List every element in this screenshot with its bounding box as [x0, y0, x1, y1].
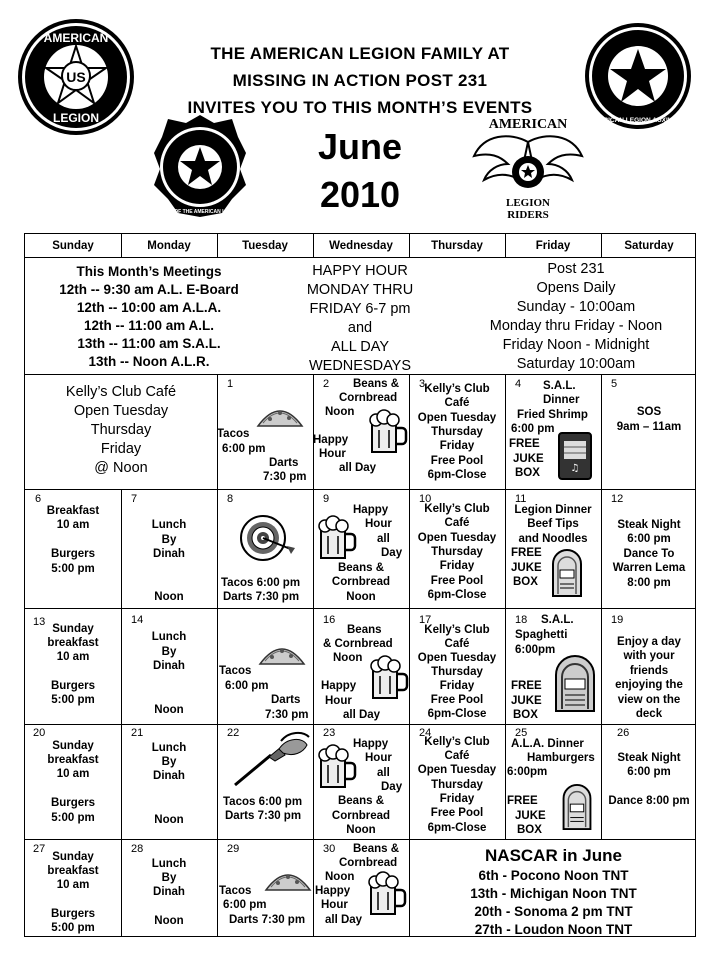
auxiliary-text: AMERICAN LEGION AUXILIARY — [588, 117, 688, 124]
event-line: Tacos — [219, 885, 252, 897]
day-header-saturday: Saturday — [624, 240, 674, 252]
event-line: Café — [444, 750, 470, 762]
event-line: Darts 7:30 pm — [229, 914, 306, 926]
event-line: Dance 8:00 pm — [608, 795, 690, 807]
event-line: Open Tuesday — [417, 412, 497, 424]
event-line: view on the — [617, 694, 681, 706]
event-line: Sunday — [52, 740, 94, 752]
day-cell-21 — [121, 725, 217, 839]
event-line: Thursday — [431, 426, 483, 438]
event-line: Free Pool — [430, 694, 484, 706]
event-line: Café — [444, 638, 470, 650]
event-line: Noon — [346, 824, 376, 836]
legion-top-text: AMERICAN — [43, 31, 109, 45]
event-line: Noon — [325, 871, 355, 883]
event-line: Lunch — [151, 742, 187, 754]
day-cell-27 — [25, 840, 121, 937]
event-line: breakfast — [47, 754, 99, 766]
event-line: Fried Shrimp — [517, 409, 588, 421]
event-line: Burgers — [50, 548, 96, 560]
day-cell-30 — [313, 840, 409, 937]
day-number: 7 — [131, 493, 138, 505]
day-number: 13 — [33, 616, 46, 628]
day-cell-25 — [505, 725, 601, 839]
jukebox-icon — [553, 653, 597, 713]
event-line: JUKE — [511, 695, 542, 707]
event-line: Happy — [313, 434, 349, 446]
day-number: 26 — [617, 727, 630, 739]
event-line: Day — [381, 547, 403, 559]
taco-icon — [263, 864, 313, 894]
event-line: breakfast — [47, 865, 99, 877]
day-number: 24 — [419, 727, 432, 739]
post-line: Friday Noon - Midnight — [502, 337, 650, 353]
day-cell-22 — [217, 725, 313, 839]
event-line: By — [161, 756, 177, 768]
day-cell-7 — [121, 490, 217, 608]
event-line: Thursday — [431, 546, 483, 558]
day-number: 3 — [419, 378, 426, 390]
day-number: 14 — [131, 614, 144, 626]
event-line: Open Tuesday — [417, 652, 497, 664]
meetings-title: This Month’s Meetings — [76, 264, 222, 279]
jukebox-icon — [557, 431, 593, 481]
event-line: 5:00 pm — [51, 812, 95, 824]
day-cell-8 — [217, 490, 313, 608]
day-header-sunday: Sunday — [52, 240, 94, 252]
day-number: 20 — [33, 727, 46, 739]
event-line: Burgers — [50, 797, 96, 809]
day-cell-9 — [313, 490, 409, 608]
happy-hour-line: ALL DAY — [330, 339, 390, 355]
day-cell-18 — [505, 609, 601, 724]
day-number: 28 — [131, 843, 144, 855]
event-line: all Day — [343, 709, 381, 721]
day-cell-28 — [121, 840, 217, 937]
nascar-cell — [410, 840, 697, 937]
american-legion-emblem — [16, 18, 136, 136]
event-line: Darts 7:30 pm — [223, 591, 300, 603]
event-line: Beans & — [337, 795, 385, 807]
happy-hour-line: WEDNESDAYS — [308, 358, 412, 374]
day-number: 10 — [419, 493, 432, 505]
event-line: friends — [629, 665, 669, 677]
post-line: Opens Daily — [536, 280, 616, 296]
event-line: Sunday — [52, 851, 94, 863]
event-line: BOX — [513, 576, 538, 588]
event-line: BOX — [517, 824, 542, 836]
post-hours-cell — [455, 258, 697, 374]
event-line: Thursday — [431, 666, 483, 678]
event-line: Hour — [321, 899, 348, 911]
event-line: Hamburgers — [527, 752, 595, 764]
nascar-race: 13th - Michigan Noon TNT — [470, 886, 637, 901]
legion-riders-emblem — [470, 112, 586, 222]
day-number: 29 — [227, 843, 240, 855]
event-line: S.A.L. — [543, 380, 576, 392]
event-line: Enjoy a day — [617, 636, 681, 648]
event-line: By — [161, 646, 177, 658]
beer-mug-icon — [367, 870, 407, 918]
day-number: 18 — [515, 614, 528, 626]
event-line: Noon — [154, 591, 184, 603]
dart-icon — [231, 731, 311, 787]
day-cell-12 — [601, 490, 697, 608]
riders-top-text: AMERICAN — [488, 117, 568, 132]
event-line: Hour — [325, 695, 352, 707]
event-line: Open Tuesday — [417, 764, 497, 776]
event-line: Cornbread — [331, 576, 391, 588]
day-cell-24 — [409, 725, 505, 839]
event-line: Friday — [439, 793, 475, 805]
event-line: Tacos 6:00 pm — [223, 796, 303, 808]
event-line: all — [377, 767, 390, 779]
day-number: 11 — [515, 493, 527, 505]
dartboard-icon — [239, 512, 297, 566]
day-number: 21 — [131, 727, 144, 739]
event-line: Tacos 6:00 pm — [221, 577, 301, 589]
cafe-line: Thursday — [90, 422, 152, 438]
meeting-line: 13th -- 11:00 am S.A.L. — [77, 336, 221, 351]
beer-mug-icon — [369, 654, 409, 702]
post-line: Saturday 10:00am — [516, 356, 636, 372]
event-line: Darts — [271, 694, 301, 706]
calendar-grid — [24, 233, 696, 937]
event-line: Beef Tips — [527, 518, 579, 530]
meeting-line: 12th -- 10:00 am A.L.A. — [76, 300, 222, 315]
event-line: FREE — [511, 680, 542, 692]
svg-text:♫: ♫ — [570, 463, 580, 474]
day-number: 19 — [611, 614, 624, 626]
day-cell-26 — [601, 725, 697, 839]
event-line: Noon — [346, 591, 376, 603]
cafe-line: Open Tuesday — [73, 403, 169, 419]
event-line: Happy — [353, 504, 389, 516]
event-line: 9am – 11am — [616, 421, 682, 433]
year-title: 2010 — [319, 174, 401, 215]
event-line: Beans — [347, 624, 382, 636]
event-line: 5:00 pm — [51, 922, 95, 934]
day-number: 2 — [323, 378, 330, 390]
event-line: Burgers — [50, 908, 96, 920]
day-number: 22 — [227, 727, 240, 739]
event-line: Dinah — [153, 548, 185, 560]
event-line: Lunch — [151, 519, 187, 531]
event-line: Happy — [353, 738, 389, 750]
event-line: Kelly’s Club — [424, 503, 490, 515]
day-number: 9 — [323, 493, 330, 505]
event-line: Tacos — [219, 665, 252, 677]
event-line: Lunch — [151, 858, 187, 870]
event-line: 6:00 pm — [627, 766, 671, 778]
meetings-cell — [25, 258, 273, 374]
event-line: SOS — [636, 406, 662, 418]
event-line: 8:00 pm — [627, 577, 671, 589]
event-line: BOX — [515, 467, 540, 479]
event-line: A.L.A. Dinner — [511, 738, 584, 750]
nascar-race: 6th - Pocono Noon TNT — [478, 868, 629, 883]
day-cell-17 — [409, 609, 505, 724]
cafe-line: Kelly’s Club Café — [65, 384, 177, 400]
post-line: Sunday - 10:00am — [516, 299, 636, 315]
cafe-line: @ Noon — [94, 460, 148, 476]
event-line: Café — [444, 517, 470, 529]
day-header-thursday: Thursday — [431, 240, 483, 252]
meeting-line: 12th -- 9:30 am A.L. E-Board — [59, 282, 239, 297]
day-cell-14 — [121, 609, 217, 724]
event-line: Cornbread — [339, 392, 398, 404]
day-cell-13 — [25, 609, 121, 724]
event-line: Happy — [315, 885, 351, 897]
event-line: Beans & — [337, 562, 385, 574]
event-line: Free Pool — [430, 455, 484, 467]
event-line: FREE — [511, 547, 542, 559]
event-line: Friday — [439, 440, 475, 452]
riders-bottom2-text: RIDERS — [507, 209, 549, 221]
event-line: Thursday — [431, 779, 483, 791]
event-line: 10 am — [56, 768, 90, 780]
event-line: By — [161, 534, 177, 546]
nascar-title: NASCAR in June — [485, 846, 622, 865]
day-cell-3 — [409, 375, 505, 489]
nascar-race: 27th - Loudon Noon TNT — [474, 922, 633, 937]
event-line: BOX — [513, 709, 538, 721]
event-line: Cornbread — [331, 810, 391, 822]
event-line: Dance To — [623, 548, 675, 560]
jukebox-icon — [561, 783, 593, 831]
event-line: Noon — [154, 704, 184, 716]
sons-of-legion-emblem — [152, 113, 248, 221]
event-line: 5:00 pm — [51, 694, 95, 706]
event-line: FREE — [509, 438, 540, 450]
day-cell-29 — [217, 840, 313, 937]
event-line: 6pm-Close — [427, 708, 487, 720]
jukebox-icon — [551, 548, 583, 598]
event-line: 6pm-Close — [427, 822, 487, 834]
event-line: and Noodles — [518, 533, 588, 545]
day-cell-6 — [25, 490, 121, 608]
event-line: Sunday — [52, 623, 94, 635]
header-line1: THE AMERICAN LEGION FAMILY AT — [210, 44, 510, 63]
day-cell-23 — [313, 725, 409, 839]
day-cell-2 — [313, 375, 409, 489]
nascar-race: 20th - Sonoma 2 pm TNT — [474, 904, 633, 919]
event-line: Free Pool — [430, 807, 484, 819]
happy-hour-line: HAPPY HOUR — [312, 263, 408, 279]
event-line: Noon — [154, 814, 184, 826]
event-line: Beans & — [353, 843, 400, 855]
event-line: 6:00 pm — [627, 533, 671, 545]
day-cell-20 — [25, 725, 121, 839]
event-line: Hour — [365, 518, 392, 530]
riders-bottom-text: LEGION — [505, 197, 551, 209]
event-line: 7:30 pm — [265, 709, 309, 721]
post-line: Monday thru Friday - Noon — [489, 318, 663, 334]
day-cell-19 — [601, 609, 697, 724]
event-line: Spaghetti — [515, 629, 568, 641]
event-line: 6:00pm — [515, 644, 556, 656]
event-line: enjoying the — [615, 679, 683, 691]
event-line: S.A.L. — [541, 614, 574, 626]
event-line: Legion Dinner — [514, 504, 592, 516]
post-line: Post 231 — [547, 261, 605, 277]
day-number: 6 — [35, 493, 42, 505]
cafe-info-cell — [25, 375, 217, 489]
event-line: Darts — [269, 457, 299, 469]
day-number: 16 — [323, 614, 336, 626]
event-line: 7:30 pm — [263, 471, 307, 483]
event-line: 10 am — [56, 879, 90, 891]
happy-hour-line: FRIDAY 6-7 pm — [309, 301, 411, 317]
event-line: 6:00 pm — [223, 899, 267, 911]
event-line: JUKE — [511, 562, 542, 574]
happy-hour-line: and — [347, 320, 373, 336]
day-header-friday: Friday — [535, 240, 571, 252]
event-line: Noon — [154, 915, 184, 927]
event-line: all Day — [339, 462, 377, 474]
event-line: Café — [444, 397, 470, 409]
event-line: Burgers — [50, 680, 96, 692]
event-line: breakfast — [47, 637, 99, 649]
event-line: 6pm-Close — [427, 589, 487, 601]
event-line: Warren Lema — [612, 562, 686, 574]
event-line: 6:00 pm — [222, 443, 266, 455]
event-line: Steak Night — [617, 752, 681, 764]
day-header-monday: Monday — [147, 240, 191, 252]
event-line: all — [377, 533, 390, 545]
day-number: 25 — [515, 727, 528, 739]
cafe-line: Friday — [100, 441, 142, 457]
day-number: 27 — [33, 843, 46, 855]
meeting-line: 13th -- Noon A.L.R. — [88, 354, 210, 369]
auxiliary-emblem — [584, 22, 692, 130]
day-header-wednesday: Wednesday — [329, 240, 393, 252]
event-line: Dinah — [153, 660, 185, 672]
event-line: 6pm-Close — [427, 469, 487, 481]
happy-hour-line: MONDAY THRU — [306, 282, 414, 298]
event-line: Lunch — [151, 631, 187, 643]
event-line: Hour — [365, 752, 392, 764]
event-line: Dinner — [543, 394, 580, 406]
day-number: 12 — [611, 493, 624, 505]
event-line: Beans & — [353, 378, 400, 390]
event-line: Free Pool — [430, 575, 484, 587]
day-number: 17 — [419, 614, 432, 626]
event-line: JUKE — [513, 453, 544, 465]
sons-text: SONS OF THE AMERICAN LEGION — [158, 209, 242, 215]
day-number: 23 — [323, 727, 336, 739]
event-line: Cornbread — [339, 857, 398, 869]
event-line: 10 am — [56, 519, 90, 531]
event-line: Darts 7:30 pm — [225, 810, 302, 822]
day-number: 4 — [515, 378, 522, 390]
page-header — [140, 40, 580, 121]
day-number: 5 — [611, 378, 618, 390]
day-cell-4 — [505, 375, 601, 489]
day-cell-10 — [409, 490, 505, 608]
day-cell-11 — [505, 490, 601, 608]
day-cell-15 — [217, 609, 313, 724]
taco-icon — [255, 401, 305, 429]
beer-mug-icon — [317, 743, 357, 791]
beer-mug-icon — [368, 408, 408, 456]
taco-icon — [257, 639, 307, 667]
event-line: Tacos — [217, 428, 250, 440]
event-line: Dinah — [153, 886, 185, 898]
day-cell-5 — [601, 375, 697, 489]
event-line: 6:00 pm — [511, 423, 555, 435]
event-line: & Cornbread — [323, 638, 393, 650]
event-line: 6:00pm — [507, 766, 548, 778]
event-line: Kelly’s Club — [424, 736, 490, 748]
happy-hour-cell — [275, 258, 445, 374]
beer-mug-icon — [317, 514, 357, 562]
event-line: Hour — [319, 448, 346, 460]
event-line: Steak Night — [617, 519, 681, 531]
event-line: JUKE — [515, 810, 546, 822]
day-cell-1 — [217, 375, 313, 489]
month-title: June — [317, 126, 403, 167]
day-number: 1 — [227, 378, 234, 390]
day-cell-16 — [313, 609, 409, 724]
event-line: Kelly’s Club — [424, 383, 490, 395]
event-line: FREE — [507, 795, 538, 807]
event-line: deck — [635, 708, 663, 720]
event-line: 6:00 pm — [225, 680, 269, 692]
header-line3: INVITES YOU TO THIS MONTH’S EVENTS — [187, 98, 533, 117]
event-line: 10 am — [56, 651, 90, 663]
event-line: By — [161, 872, 177, 884]
day-number: 30 — [323, 843, 336, 855]
event-line: Noon — [325, 406, 355, 418]
event-line: Friday — [439, 680, 475, 692]
header-line2: MISSING IN ACTION POST 231 — [232, 71, 488, 90]
event-line: Breakfast — [46, 505, 100, 517]
event-line: Noon — [333, 652, 363, 664]
event-line: Kelly’s Club — [424, 624, 490, 636]
event-line: Open Tuesday — [417, 532, 497, 544]
event-line: 5:00 pm — [51, 563, 95, 575]
event-line: Friday — [439, 560, 475, 572]
event-line: Happy — [321, 680, 357, 692]
legion-bottom-text: LEGION — [52, 111, 100, 125]
event-line: all Day — [325, 914, 363, 926]
event-line: with your — [623, 650, 675, 662]
legion-center-text: US — [66, 69, 86, 85]
meeting-line: 12th -- 11:00 am A.L. — [83, 318, 215, 333]
event-line: Dinah — [153, 770, 185, 782]
day-header-tuesday: Tuesday — [242, 240, 288, 252]
event-line: Day — [381, 781, 403, 793]
day-number: 8 — [227, 493, 234, 505]
